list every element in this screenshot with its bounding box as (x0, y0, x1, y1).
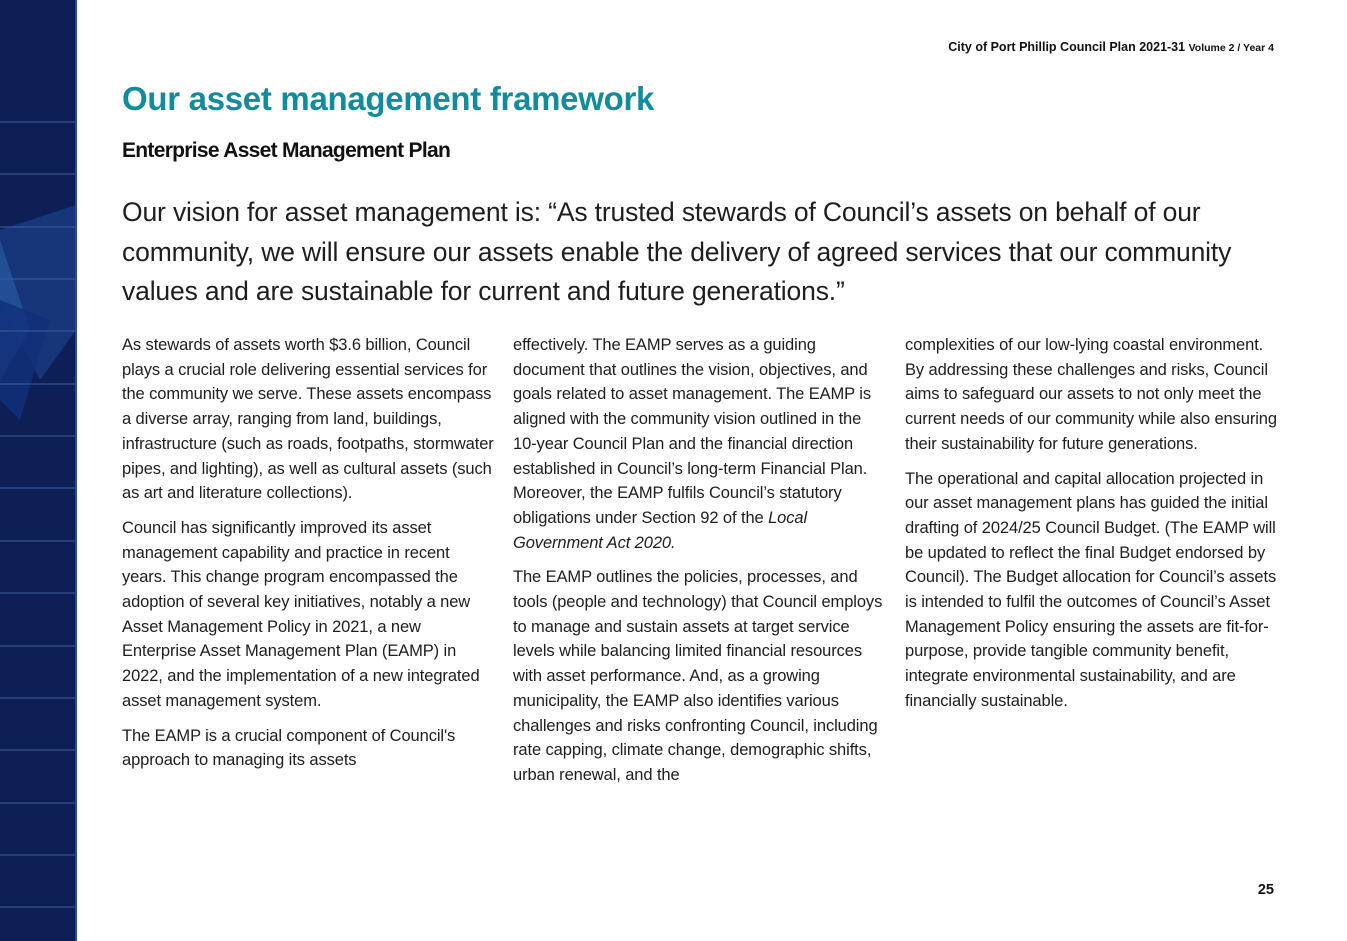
vision-statement: Our vision for asset management is: “As trusted stewards of Council’s assets on behalf of our community, we will ensure our assets enable the delivery of agreed services that our community values and are sustainable for current and future generations.” (122, 197, 1232, 306)
page-number: 25 (1257, 882, 1274, 898)
paragraph: As stewards of assets worth $3.6 billion, Council plays a crucial role delivering essential services for the community we serve. These assets encompass a diverse array, ranging from land, buildings, infrastructure (such as roads, footpaths, stormwater pipes, and lighting), as well as cultural assets (such as art and literature collections). (122, 336, 494, 503)
paragraph: complexities of our low-lying coastal environment. By addressing these challenges and risks, Council aims to safeguard our assets to not only meet the current needs of our community while also ensuring their sustainability for future generations. (905, 336, 1277, 453)
act-citation: Local Government Act 2020. (513, 508, 808, 552)
text-column-2 (513, 333, 885, 798)
page-title: Our asset management framework (122, 80, 655, 117)
running-header (948, 40, 1274, 54)
paragraph: The EAMP is a crucial component of Council's approach to managing its assets (122, 726, 456, 770)
running-header-title: City of Port Phillip Council Plan 2021-31 (948, 40, 1186, 54)
paragraph: The operational and capital allocation projected in our asset management plans has guided the initial drafting of 2024/25 Council Budget. (The EAMP will be updated to reflect the final Budget endorsed by Council). The Budget allocation for Council’s assets is intended to fulfil the outcomes of Council’s Asset Management Policy ensuring the assets are fit-for-purpose, provide tangible community benefit, integrate environmental sustainability, and are financially sustainable. (905, 469, 1277, 710)
paragraph: Council has significantly improved its asset management capability and practice in recent years. This change program encompassed the adoption of several key initiatives, notably a new Asset Management Policy in 2021, a new Enterprise Asset Management Plan (EAMP) in 2022, and the implementation of a new integrated asset management system. (122, 518, 480, 710)
paragraph-text: effectively. The EAMP serves as a guiding document that outlines the vision, objectives, and goals related to asset management. The EAMP is aligned with the community vision outlined in the 10-year Council Plan and the financial direction established in Council’s long-term Financial Plan. Moreover, the EAMP fulfils Council’s statutory obligations under Section 92 of the (513, 336, 871, 527)
side-band-edge (75, 0, 77, 941)
side-band-pattern (0, 0, 76, 941)
paragraph: The EAMP outlines the policies, processes, and tools (people and technology) that Council employs to manage and sustain assets at target service levels while balancing limited financial resources with asset performance. And, as a growing municipality, the EAMP also identifies various challenges and risks confronting Council, including rate capping, climate change, demographic shifts, urban renewal, and the (513, 568, 883, 784)
decorative-side-band (0, 0, 76, 941)
text-column-3 (905, 333, 1277, 724)
running-header-volume: Volume 2 / Year 4 (1188, 42, 1274, 54)
paragraph (513, 333, 885, 555)
text-column-1 (122, 333, 494, 783)
section-heading: Enterprise Asset Management Plan (122, 139, 451, 162)
